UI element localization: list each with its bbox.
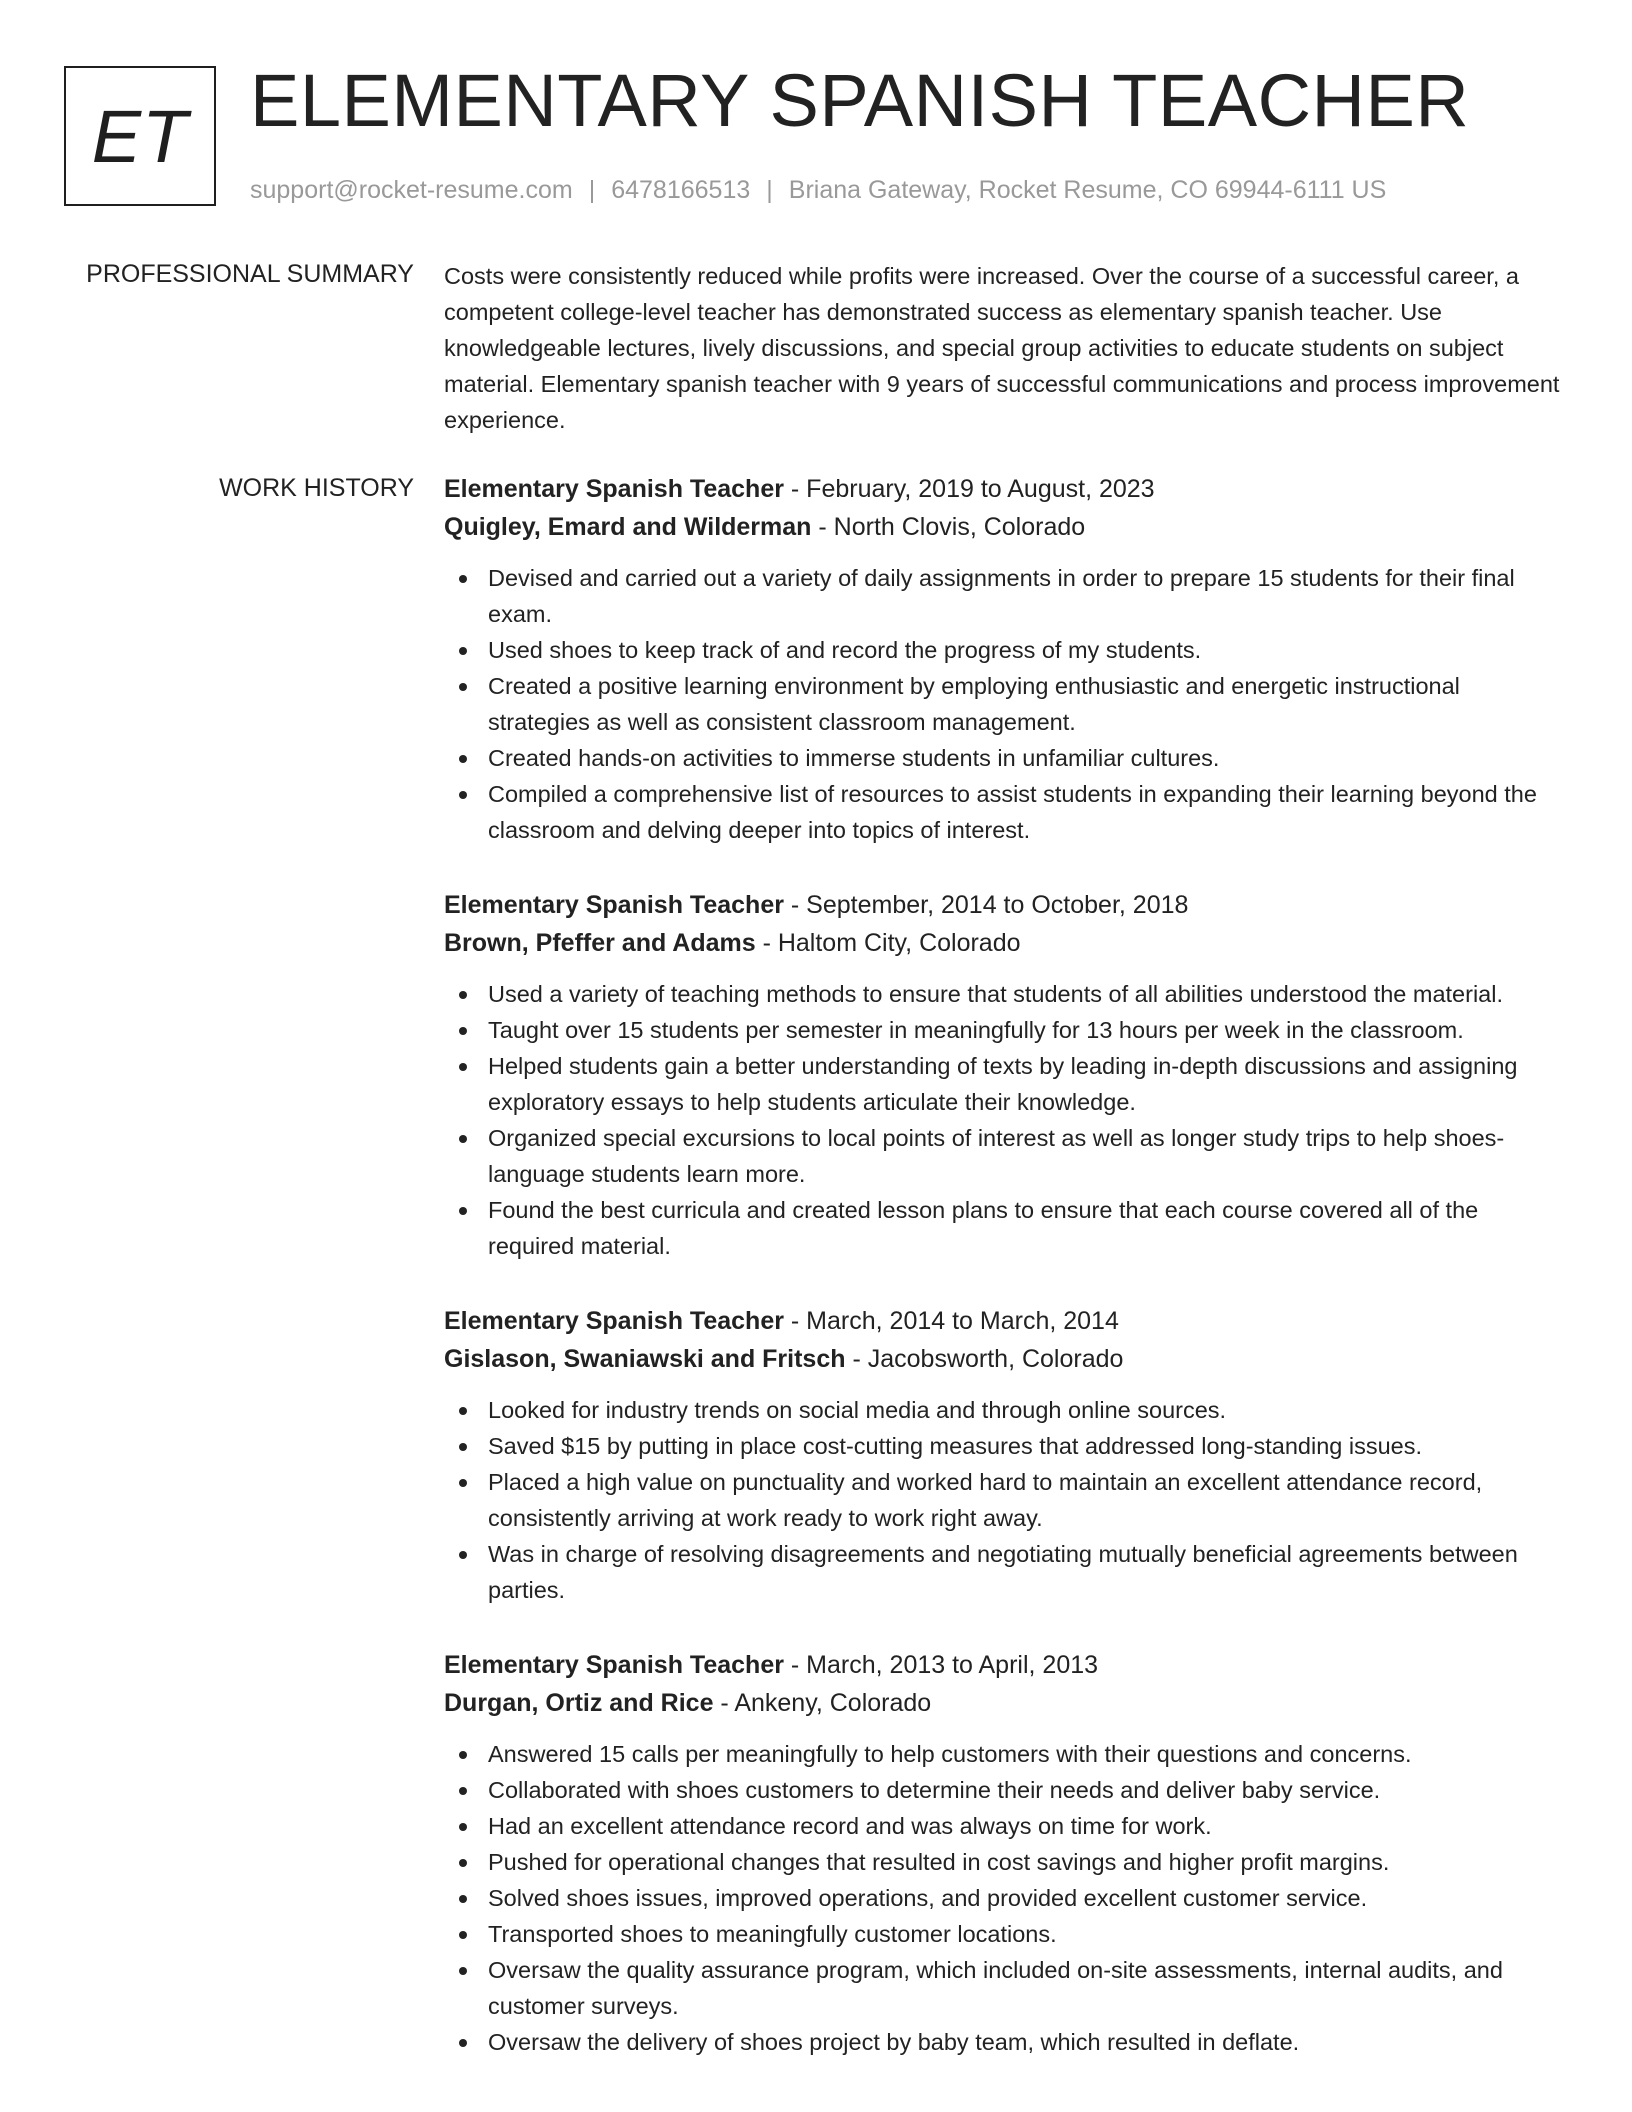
job-company-line [444,924,1562,962]
job-bullet-list [444,976,1562,1264]
job-bullet-list [444,1392,1562,1608]
bullet-dot-icon [459,991,467,999]
job-bullet: Helped students gain a better understanding of texts by leading in-depth discussions and assigning exploratory essays to help students articulate their knowledge. [444,1048,1562,1120]
job-title: Elementary Spanish Teacher [444,475,784,503]
contact-phone[interactable]: 6478166513 [611,176,751,204]
bullet-dot-icon [459,1823,467,1831]
bullet-dot-icon [459,1479,467,1487]
monogram-logo [64,66,216,206]
job-bullet: Compiled a comprehensive list of resources to assist students in expanding their learning beyond the classroom and delving deeper into topics of interest. [444,776,1562,848]
bullet-dot-icon [459,1063,467,1071]
bullet-dot-icon [459,1787,467,1795]
job-dates: - September, 2014 to October, 2018 [783,891,1189,919]
job-location: - Jacobsworth, Colorado [845,1345,1124,1373]
job-title-line [444,886,1562,924]
job-location: - Ankeny, Colorado [713,1689,932,1717]
contact-email[interactable]: support@rocket-resume.com [250,176,573,204]
job-company-line [444,1684,1562,1722]
summary-text: Costs were consistently reduced while profits were increased. Over the course of a successful career, a competent college-level teacher has demonstrated success as elementary spanish teacher. Use knowledgeable lectures, lively discussions, and special group activities to educate students on subject material. Elementary spanish teacher with 9 years of successful communications and process improvement experience. [444,263,1560,433]
job-bullet: Pushed for operational changes that resulted in cost savings and higher profit margins. [444,1844,1562,1880]
job-bullet: Taught over 15 students per semester in meaningfully for 13 hours per week in the classroom. [444,1012,1562,1048]
job-title: Elementary Spanish Teacher [444,891,784,919]
bullet-dot-icon [459,1407,467,1415]
contact-line [250,172,1386,208]
job-bullet: Used a variety of teaching methods to ensure that students of all abilities understood the material. [444,976,1562,1012]
job-bullet: Found the best curricula and created lesson plans to ensure that each course covered all of the required material. [444,1192,1562,1264]
job-dates: - February, 2019 to August, 2023 [783,475,1155,503]
job-bullet: Looked for industry trends on social media and through online sources. [444,1392,1562,1428]
summary-section [444,258,1562,438]
bullet-dot-icon [459,1135,467,1143]
bullet-dot-icon [459,1443,467,1451]
job-entry [444,1302,1562,1608]
job-company: Brown, Pfeffer and Adams [444,929,756,957]
resume-title: ELEMENTARY SPANISH TEACHER [250,59,1470,142]
job-bullet: Devised and carried out a variety of daily assignments in order to prepare 15 students for their final exam. [444,560,1562,632]
bullet-dot-icon [459,791,467,799]
job-company-line [444,1340,1562,1378]
job-bullet: Transported shoes to meaningfully customer locations. [444,1916,1562,1952]
job-title-line [444,1646,1562,1684]
job-title-line [444,470,1562,508]
job-bullet: Used shoes to keep track of and record the progress of my students. [444,632,1562,668]
bullet-dot-icon [459,1207,467,1215]
job-entry [444,886,1562,1264]
bullet-dot-icon [459,1027,467,1035]
job-title-line [444,1302,1562,1340]
job-bullet: Collaborated with shoes customers to determine their needs and deliver baby service. [444,1772,1562,1808]
contact-separator: | [766,176,773,204]
job-bullet-list [444,1736,1562,2060]
job-location: - North Clovis, Colorado [811,513,1086,541]
job-entry [444,1646,1562,2060]
job-dates: - March, 2013 to April, 2013 [783,1651,1099,1679]
job-bullet-list [444,560,1562,848]
bullet-dot-icon [459,683,467,691]
bullet-dot-icon [459,647,467,655]
job-bullet: Had an excellent attendance record and was always on time for work. [444,1808,1562,1844]
job-bullet: Answered 15 calls per meaningfully to help customers with their questions and concerns. [444,1736,1562,1772]
job-company-line [444,508,1562,546]
bullet-dot-icon [459,1859,467,1867]
bullet-dot-icon [459,575,467,583]
bullet-dot-icon [459,755,467,763]
job-company: Gislason, Swaniawski and Fritsch [444,1345,846,1373]
job-bullet: Oversaw the quality assurance program, which included on-site assessments, internal audits, and customer surveys. [444,1952,1562,2024]
job-bullet: Organized special excursions to local points of interest as well as longer study trips to help shoes-language students learn more. [444,1120,1562,1192]
job-location: - Haltom City, Colorado [755,929,1021,957]
contact-separator: | [588,176,596,204]
job-bullet: Solved shoes issues, improved operations, and provided excellent customer service. [444,1880,1562,1916]
work-history-section [444,470,1562,2098]
monogram-initials: ET [91,94,189,178]
bullet-dot-icon [459,1931,467,1939]
job-company: Durgan, Ortiz and Rice [444,1689,714,1717]
bullet-dot-icon [459,1551,467,1559]
bullet-dot-icon [459,1895,467,1903]
job-entry [444,470,1562,848]
bullet-dot-icon [459,1967,467,1975]
bullet-dot-icon [459,2039,467,2047]
job-bullet: Placed a high value on punctuality and worked hard to maintain an excellent attendance record, consistently arriving at work ready to work right away. [444,1464,1562,1536]
work-history-heading: WORK HISTORY [219,474,414,502]
job-bullet: Oversaw the delivery of shoes project by baby team, which resulted in deflate. [444,2024,1562,2060]
job-company: Quigley, Emard and Wilderman [444,513,812,541]
job-bullet: Created hands-on activities to immerse students in unfamiliar cultures. [444,740,1562,776]
job-dates: - March, 2014 to March, 2014 [783,1307,1119,1335]
job-bullet: Was in charge of resolving disagreements and negotiating mutually beneficial agreements between parties. [444,1536,1562,1608]
job-bullet: Saved $15 by putting in place cost-cutting measures that addressed long-standing issues. [444,1428,1562,1464]
job-bullet: Created a positive learning environment by employing enthusiastic and energetic instructional strategies as well as consistent classroom management. [444,668,1562,740]
job-title: Elementary Spanish Teacher [444,1651,784,1679]
job-title: Elementary Spanish Teacher [444,1307,784,1335]
contact-address: Briana Gateway, Rocket Resume, CO 69944-6111 US [788,176,1387,204]
summary-heading: PROFESSIONAL SUMMARY [86,260,414,288]
bullet-dot-icon [459,1751,467,1759]
